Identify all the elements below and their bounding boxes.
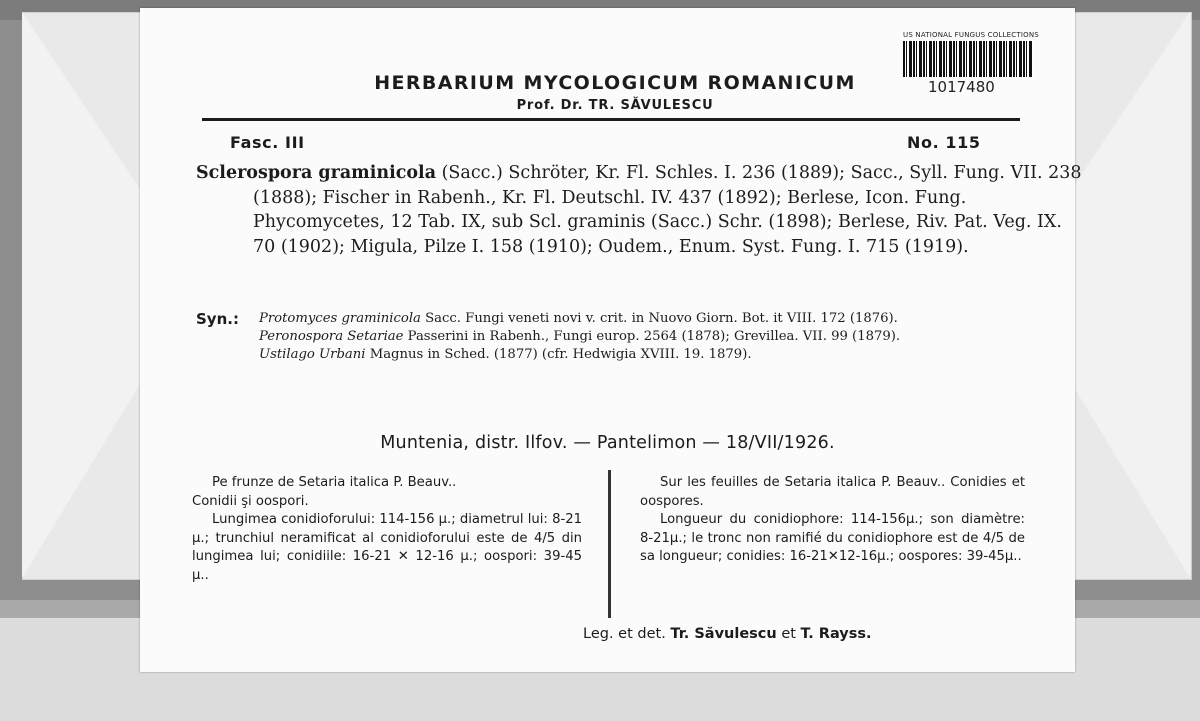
herbarium-label (140, 8, 1082, 672)
synonym-citation: Sacc. Fungi veneti novi v. crit. in Nuovo Giorn. Bot. it VIII. 172 (1876). (420, 311, 898, 326)
synonym-name: Peronospora Setariae (259, 329, 404, 344)
description-romanian (192, 474, 582, 585)
species-name: Sclerospora graminicola (196, 163, 437, 183)
synonym-item (259, 346, 1026, 364)
synonym-citation: Magnus in Sched. (1877) (cfr. Hedwigia XVIII. 19. 1879). (365, 347, 752, 362)
ro-host: Pe frunze de Setaria italica P. Beauv.. (212, 475, 457, 490)
column-divider (608, 470, 611, 618)
collector-joiner: et (776, 626, 801, 642)
collector-prefix: Leg. et det. (583, 626, 671, 642)
locality-line: Muntenia, distr. Ilfov. — Pantelimon — 18/VII/1926. (380, 433, 835, 453)
herbarium-subtitle: Prof. Dr. TR. SĂVULESCU (516, 98, 714, 113)
synonym-item (259, 310, 1026, 328)
barcode-caption: US NATIONAL FUNGUS COLLECTIONS (903, 31, 1039, 39)
collector-name-1: Tr. Săvulescu (670, 626, 777, 642)
fr-measurements: Longueur du conidiophore: 114-156μ.; son diamètre: 8-21μ.; le tronc non ramifié du conidiophore est de 4/5 de sa longueur; conidies: 16-21✕12-16μ.; oospores: 39-45μ.. (640, 512, 1025, 564)
synonyms-section (196, 310, 1026, 364)
fascicle-label: Fasc. III (230, 133, 305, 152)
synonyms-label: Syn.: (196, 310, 239, 328)
synonym-name: Protomyces graminicola (259, 311, 421, 326)
header-rule (202, 118, 1020, 121)
specimen-number: No. 115 (907, 133, 981, 152)
collector-line (583, 626, 872, 642)
fr-host: Sur les feuilles de Setaria italica P. Beauv.. Conidies et oospores. (640, 475, 1025, 509)
description-french (640, 474, 1025, 567)
synonym-item (259, 328, 1026, 346)
catalog-number: 1017480 (928, 78, 995, 96)
herbarium-title: HERBARIUM MYCOLOGICUM ROMANICUM (374, 72, 856, 94)
species-authority: (Sacc.) Schröter, Kr. Fl. Schles. I. 236 (1889); Sacc., Syll. Fung. VII. 238 (1888); Fischer in Rabenh., Kr. Fl. Deutschl. IV. 437 (1892); Berlese, Icon. Fung. Phycomycetes, 12 Tab. IX, sub Scl. graminis (Sacc.) Schr. (1898); Berlese, Riv. Pat. Veg. IX. 70 (1902); Migula, Pilze I. 158 (1910); Oudem., Enum. Syst. Fung. I. 715 (1919). (253, 163, 1082, 257)
synonym-name: Ustilago Urbani (259, 347, 366, 362)
barcode (903, 41, 1033, 77)
synonym-citation: Passerini in Rabenh., Fungi europ. 2564 (1878); Grevillea. VII. 99 (1879). (403, 329, 901, 344)
ro-measurements: Lungimea conidioforului: 114-156 μ.; diametrul lui: 8-21 μ.; trunchiul neramificat al conidioforului este de 4/5 din lungimea lui; conidiile: 16-21 ✕ 12-16 μ.; oospori: 39-45 μ.. (192, 512, 582, 583)
species-citation (196, 161, 1083, 259)
ro-spores: Conidii şi oospori. (192, 493, 309, 509)
collector-name-2: T. Rayss. (800, 626, 872, 642)
